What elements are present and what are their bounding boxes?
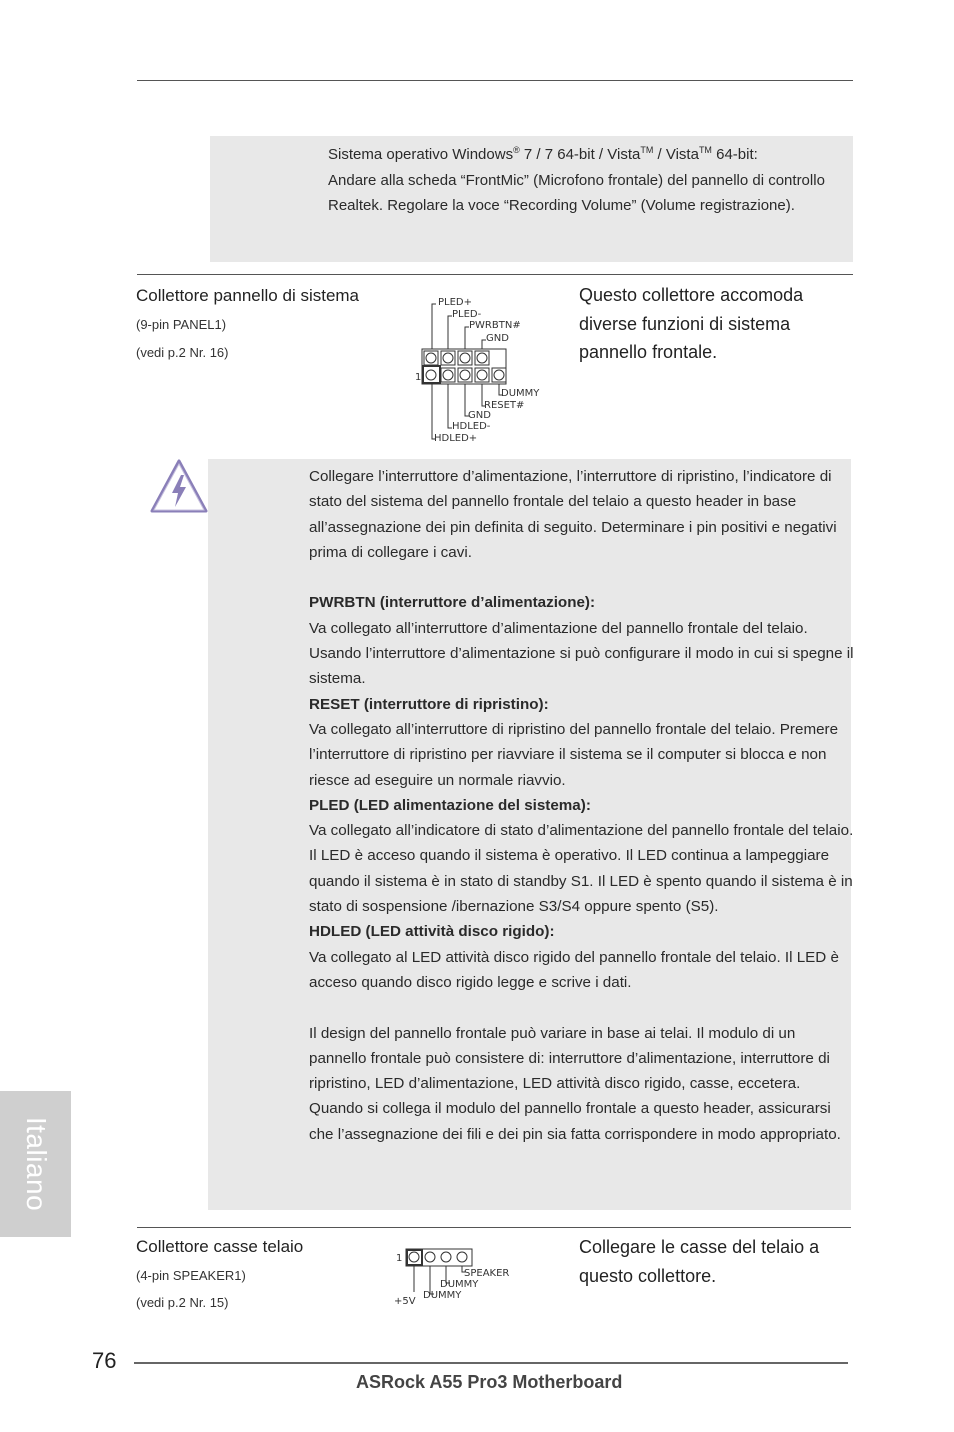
label-pwrbtn: PWRBTN#	[469, 320, 521, 331]
pled-heading: PLED (LED alimentazione del sistema):	[309, 796, 591, 814]
reset-heading: RESET (interruttore di ripristino):	[309, 695, 549, 713]
pwrbtn-heading: PWRBTN (interruttore d’alimentazione):	[309, 594, 596, 612]
warning-triangle-icon	[148, 455, 210, 515]
speaker-pin-label: (4-pin SPEAKER1)	[136, 1268, 246, 1283]
speaker-header-title: Collettore casse telaio	[136, 1237, 304, 1256]
label-reset: RESET#	[484, 400, 525, 411]
page-number: 76	[92, 1348, 117, 1373]
panel-page-ref: (vedi p.2 Nr. 16)	[136, 345, 229, 360]
label-pled-plus: PLED+	[438, 297, 472, 308]
panel-pin-label: (9-pin PANEL1)	[136, 317, 227, 332]
panel-section-rule	[137, 274, 853, 275]
label-pin1: 1	[415, 372, 422, 383]
label-plus-5v: +5V	[394, 1296, 416, 1307]
panel-description: Questo collettore accomoda diverse funzioni di sistema pannello frontale.	[579, 285, 804, 362]
label-dummy: DUMMY	[501, 388, 540, 399]
speaker-page-ref: (vedi p.2 Nr. 15)	[136, 1295, 229, 1310]
note-first-line: Sistema operativo Windows® 7 / 7 64-bit / Vista™ / Vista™ 64-bit:	[328, 145, 758, 163]
label-pled-minus: PLED-	[452, 309, 482, 320]
label-speaker: SPEAKER	[464, 1268, 510, 1279]
label-gnd-top: GND	[486, 333, 509, 344]
footer-product-name: ASRock A55 Pro3 Motherboard	[356, 1372, 623, 1392]
speaker-pin-diagram	[392, 1246, 522, 1308]
language-side-tab	[0, 1091, 71, 1237]
warning-intro: Collegare l’interruttore d’alimentazione, l’interruttore di ripristino, l’indicatore di stato del sistema del pannello frontale del telaio a questo header in base all’assegnazione dei pin definita di seguito. Determinare i pin positivi e negativi prima di collegare i cavi.	[309, 468, 837, 561]
note-body: Andare alla scheda “FrontMic” (Microfono frontale) del pannello di controllo Realtek. Regolare la voce “Recording Volume” (Volume registrazione).	[328, 171, 825, 214]
label-speaker-dummy-2: DUMMY	[423, 1290, 462, 1301]
footer-rule	[134, 1362, 848, 1364]
pled-text: Va collegato all’indicatore di stato d’alimentazione del pannello frontale del telaio. Il LED è acceso quando il sistema è operativo. Il LED continua a lampeggiare quando il sistema è in stato di standby S1. Il LED è spento quando il sistema è in stato di sospensione /ibernazione S3/S4 oppure spento (S5).	[309, 822, 854, 916]
label-gnd-bottom: GND	[468, 410, 491, 421]
side-tab-label: Italiano	[20, 1116, 52, 1212]
speaker-description: Collegare le casse del telaio a questo collettore.	[579, 1237, 820, 1286]
speaker-label-pin1: 1	[396, 1253, 403, 1264]
reset-text: Va collegato all’interruttore di ripristino del pannello frontale del telaio. Premere l’interruttore di ripristino per riavviare il sistema se il computer si blocca e non riesce ad eseguire un normale riavvio.	[309, 720, 839, 789]
hdled-text: Va collegato al LED attività disco rigido del pannello frontale del telaio. Il LED è acceso quando disco rigido legge e scrive i dati.	[309, 948, 839, 991]
top-rule	[137, 80, 853, 81]
label-hdled-plus: HDLED+	[434, 433, 478, 444]
panel-header-title: Collettore pannello di sistema	[136, 286, 360, 305]
label-speaker-dummy-1: DUMMY	[440, 1279, 479, 1290]
windows-note	[328, 142, 828, 219]
label-hdled-minus: HDLED-	[452, 421, 491, 432]
hdled-heading: HDLED (LED attività disco rigido):	[309, 923, 555, 941]
panel-pin-diagram	[410, 292, 550, 448]
speaker-section-rule	[137, 1227, 851, 1228]
pwrbtn-text: Va collegato all’interruttore d’alimentazione del pannello frontale del telaio. Usando l’interruttore d’alimentazione si può configurare il modo in cui si spegne il sistema.	[309, 619, 854, 688]
warning-text	[309, 464, 854, 1147]
warning-closing: Il design del pannello frontale può variare in base ai telai. Il modulo di un pannello frontale può consistere di: interruttore d’alimentazione, interruttore di ripristino, LED d’alimentazione, LED attività disco rigido, casse, eccetera. Quando si collega il modulo del pannello frontale a questo header, assicurarsi che l’assegnazione dei fili e dei pin sia fatta corrispondere in modo appropriato.	[309, 1024, 841, 1143]
